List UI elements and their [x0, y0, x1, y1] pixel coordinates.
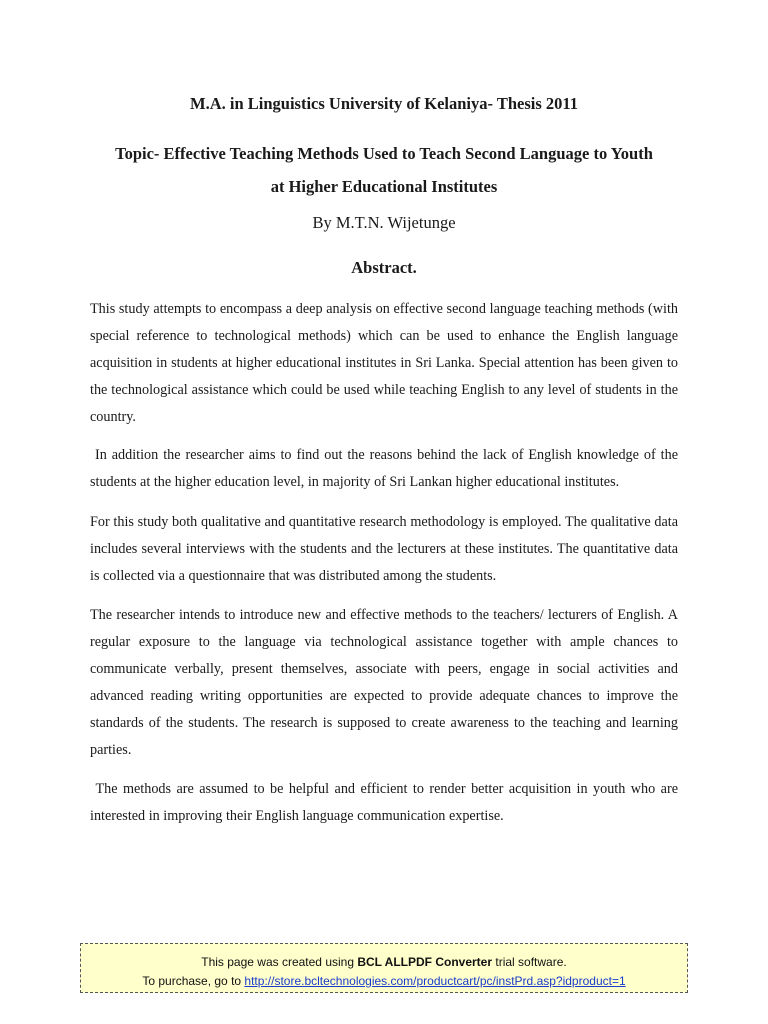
topic-line-2: at Higher Educational Institutes: [270, 177, 498, 196]
banner-product-name: BCL ALLPDF Converter: [357, 955, 493, 969]
paragraph-text: The methods are assumed to be helpful and efficient to render better acquisition in youth who are interested in improving their English language communication expertise.: [90, 781, 682, 824]
paragraph-text: In addition the researcher aims to find out the reasons behind the lack of English knowledge of the students at the higher education level, in majority of Sri Lankan higher educational institutes.: [90, 447, 682, 490]
banner-suffix: trial software.: [492, 955, 567, 969]
banner-line-2: [81, 972, 687, 991]
converter-trial-banner: [80, 943, 688, 993]
paragraph-text: This study attempts to encompass a deep analysis on effective second language teaching methods (with special reference to technological methods) which can be used to enhance the English language acquisition in students at higher educational institutes in Sri Lanka. Special attention has been given to the technological assistance which could be used while teaching English to any level of students in the country.: [90, 301, 678, 425]
abstract-paragraph-5: [90, 776, 682, 830]
banner-prefix: This page was created using: [201, 955, 358, 969]
abstract-paragraph-1: [90, 296, 678, 431]
paragraph-text: The researcher intends to introduce new and effective methods to the teachers/ lecturers of English. A regular exposure to the language via technological assistance together with ample chances to communicate verbally, present themselves, associate with peers, engage in social activities and advanced reading writing opportunities are expected to provide adequate chances to improve the standards of the students. The research is supposed to create awareness to the teaching and learning parties.: [90, 607, 678, 758]
topic-line-1: Topic- Effective Teaching Methods Used to Teach Second Language to Youth: [115, 144, 653, 163]
author-line: By M.T.N. Wijetunge: [312, 213, 456, 232]
paragraph-text: For this study both qualitative and quantitative research methodology is employed. The qualitative data includes several interviews with the students and the lecturers at these institutes. The quantitative data is collected via a questionnaire that was distributed among the students.: [90, 514, 678, 584]
banner-line-1: [81, 953, 687, 972]
banner-purchase-prefix: To purchase, go to: [142, 974, 245, 988]
abstract-heading: Abstract.: [351, 258, 417, 277]
abstract-paragraph-3: [90, 509, 678, 590]
abstract-paragraph-2: [90, 442, 682, 496]
purchase-link[interactable]: http://store.bcltechnologies.com/productcart/pc/instPrd.asp?idproduct=1: [244, 974, 626, 988]
program-title: M.A. in Linguistics University of Kelaniya- Thesis 2011: [190, 94, 578, 113]
abstract-paragraph-4: [90, 602, 678, 764]
topic-title: [90, 137, 678, 203]
